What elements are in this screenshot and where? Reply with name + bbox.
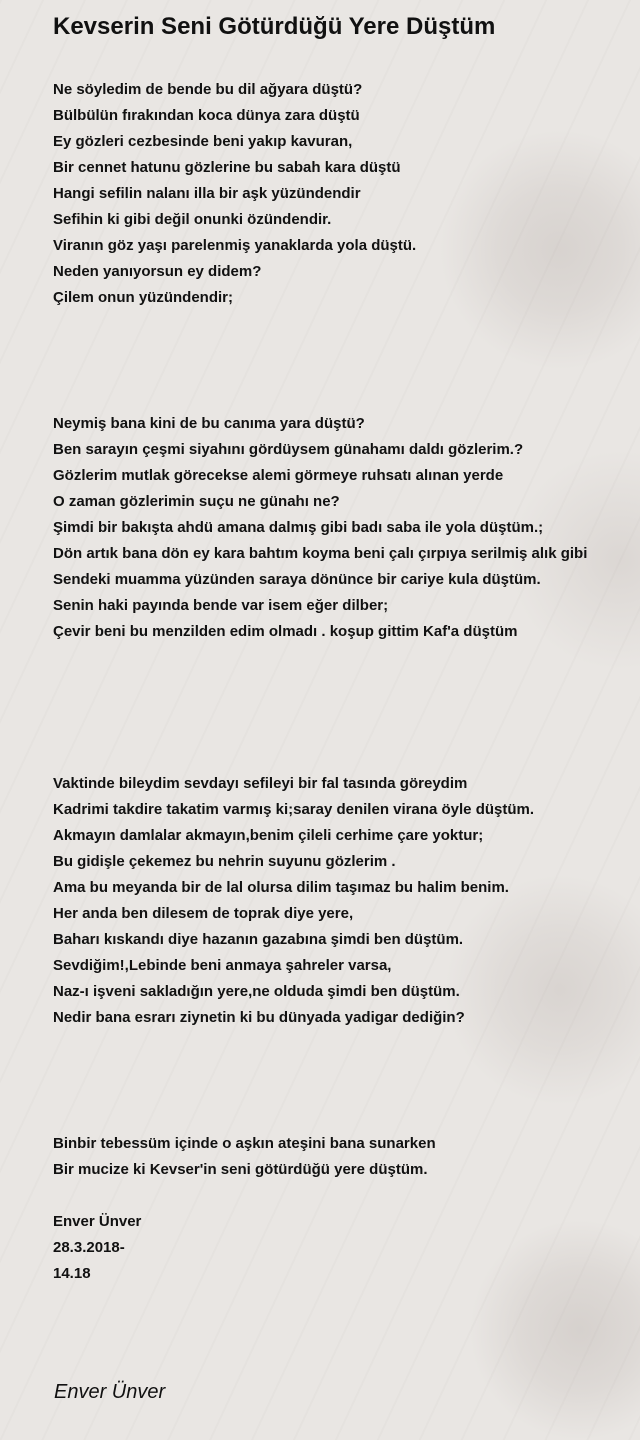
poem-line: Bülbülün fırakından koca dünya zara düştü [53,107,360,124]
poem-line: Ne söyledim de bende bu dil ağyara düştü? [53,81,363,98]
poem-line: Bir mucize ki Kevser'in seni götürdüğü yere düştüm. [53,1161,428,1178]
author-block [53,1209,613,1287]
poem-time: 14.18 [53,1265,91,1282]
author-signature: Enver Ünver [54,1381,166,1403]
stanza-4 [53,1131,613,1183]
poem-line: Sefihin ki gibi değil onunki özündendir. [53,211,332,228]
poem-line: Gözlerim mutlak görecekse alemi görmeye ruhsatı alınan yerde [53,467,504,484]
poem-line: Naz-ı işveni sakladığın yere,ne olduda şimdi ben düştüm. [53,983,460,1000]
poem-line: Neden yanıyorsun ey didem? [53,263,262,280]
poem-line: Viranın göz yaşı parelenmiş yanaklarda yola düştü. [53,237,417,254]
poem-line: Senin haki payında bende var isem eğer dilber; [53,597,389,614]
poem-line: Binbir tebessüm içinde o aşkın ateşini bana sunarken [53,1135,436,1152]
poem-date: 28.3.2018- [53,1239,125,1256]
stanza-3 [53,771,613,1031]
poem-line: Ben sarayın çeşmi siyahını gördüysem günahamı daldı gözlerim.? [53,441,524,458]
poem-line: Çilem onun yüzündendir; [53,289,233,306]
poem-line: Hangi sefilin nalanı illa bir aşk yüzündendir [53,185,361,202]
poem-line: Sevdiğim!,Lebinde beni anmaya şahreler varsa, [53,957,392,974]
poem-line: Her anda ben dilesem de toprak diye yere, [53,905,354,922]
stanza-1 [53,77,613,311]
poem-line: Bir cennet hatunu gözlerine bu sabah kara düştü [53,159,401,176]
poem-line: Şimdi bir bakışta ahdü amana dalmış gibi badı saba ile yola düştüm.; [53,519,544,536]
poem-line: Ama bu meyanda bir de lal olursa dilim taşımaz bu halim benim. [53,879,509,896]
author-name: Enver Ünver [53,1213,142,1230]
poem-line: Kadrimi takdire takatim varmış ki;saray denilen virana öyle düştüm. [53,801,535,818]
poem-line: Neymiş bana kini de bu canıma yara düştü? [53,415,365,432]
poem-line: Ey gözleri cezbesinde beni yakıp kavuran, [53,133,353,150]
poem-line: Çevir beni bu menzilden edim olmadı . koşup gittim Kaf'a düştüm [53,623,518,640]
poem-line: Vaktinde bileydim sevdayı sefileyi bir fal tasında göreydim [53,775,468,792]
poem-line: Bu gidişle çekemez bu nehrin suyunu gözlerim . [53,853,396,870]
poem-line: Akmayın damlalar akmayın,benim çileli cerhime çare yoktur; [53,827,484,844]
poem-line: Dön artık bana dön ey kara bahtım koyma beni çalı çırpıya serilmiş alık gibi [53,545,588,562]
poem-line: Sendeki muamma yüzünden saraya dönünce bir cariye kula düştüm. [53,571,541,588]
poem-line: Nedir bana esrarı ziynetin ki bu dünyada yadigar dediğin? [53,1009,465,1026]
stanza-2 [53,411,613,645]
poem-title: Kevserin Seni Götürdüğü Yere Düştüm [53,13,496,40]
poem-line: O zaman gözlerimin suçu ne günahı ne? [53,493,340,510]
poem-line: Baharı kıskandı diye hazanın gazabına şimdi ben düştüm. [53,931,464,948]
